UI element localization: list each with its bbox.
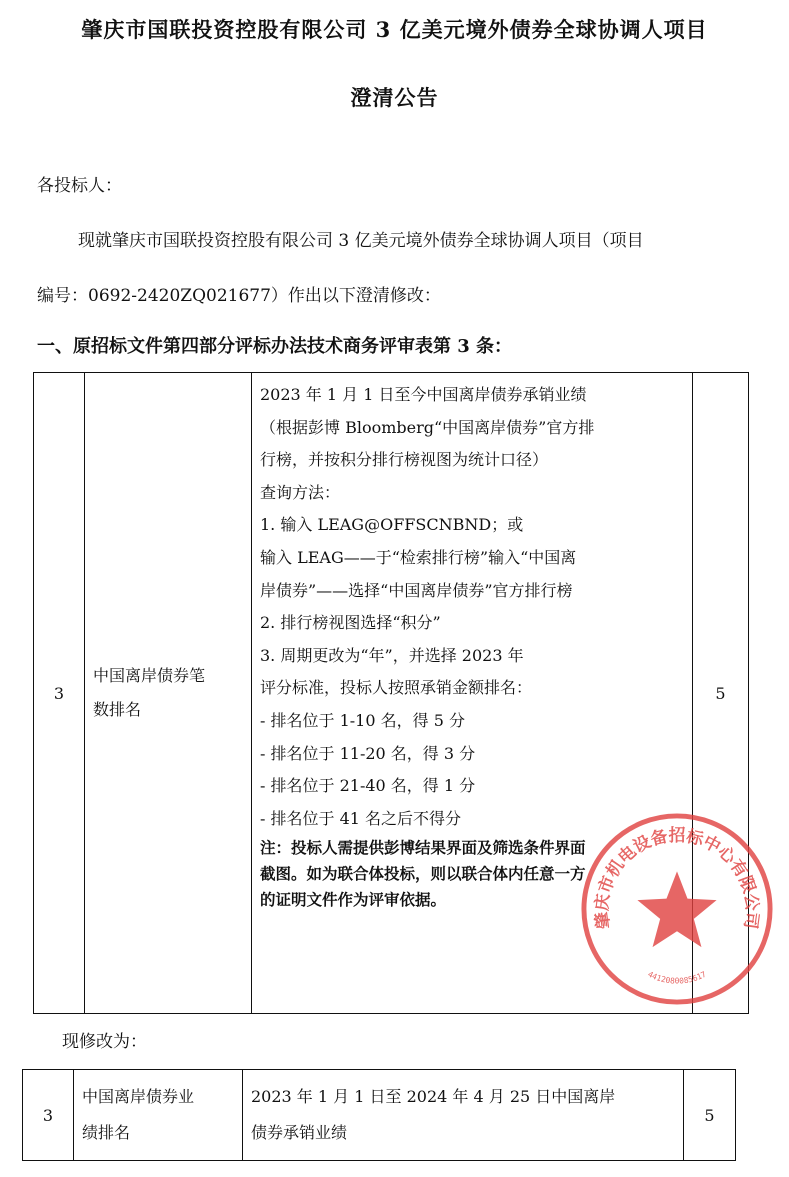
criterion-name bbox=[74, 1070, 243, 1161]
salutation: 各投标人： bbox=[37, 176, 122, 196]
description-line: 岸债券”——选择“中国离岸债券”官方排行榜 bbox=[260, 580, 573, 600]
description-line: 1. 输入 LEAG@OFFSCNBND；或 bbox=[260, 515, 524, 535]
description-line: 行榜，并按积分排行榜视图为统计口径） bbox=[260, 450, 549, 470]
score-cell: 5 bbox=[693, 373, 749, 1014]
description-line: - 排名位于 1-10 名，得 5 分 bbox=[260, 710, 465, 730]
intro-line-2: 编号：0692-2420ZQ021677）作出以下澄清修改： bbox=[37, 286, 441, 306]
amended-heading: 现修改为： bbox=[62, 1032, 147, 1052]
description-line: - 排名位于 41 名之后不得分 bbox=[260, 808, 462, 828]
description-line: 输入 LEAG——于“检索排行榜”输入“中国离 bbox=[260, 547, 577, 567]
criterion-description bbox=[252, 373, 693, 1014]
description-line: 3. 周期更改为“年”，并选择 2023 年 bbox=[260, 645, 524, 665]
seal-code: 4412080085617 bbox=[646, 969, 708, 986]
description-line: 2023 年 1 月 1 日至今中国离岸债券承销业绩 bbox=[260, 385, 587, 404]
criterion-description bbox=[243, 1070, 684, 1161]
description-line: 评分标准，投标人按照承销金额排名： bbox=[260, 678, 533, 698]
description-line: - 排名位于 11-20 名，得 3 分 bbox=[260, 743, 476, 763]
document-title: 肇庆市国联投资控股有限公司 3 亿美元境外债券全球协调人项目 bbox=[81, 17, 708, 42]
criterion-name-line-1: 中国离岸债券业 bbox=[82, 1087, 195, 1106]
description-line: 债券承销业绩 bbox=[251, 1123, 348, 1142]
table-row bbox=[34, 373, 749, 1014]
row-number: 3 bbox=[23, 1070, 74, 1161]
intro-line-1: 现就肇庆市国联投资控股有限公司 3 亿美元境外债券全球协调人项目（项目 bbox=[78, 231, 644, 251]
note-line: 截图。如为联合体投标，则以联合体内任意一方 bbox=[260, 864, 586, 884]
table-row bbox=[23, 1070, 736, 1161]
description-line: （根据彭博 Bloomberg“中国离岸债券”官方排 bbox=[260, 417, 595, 437]
seal-text: 肇庆市机电设备招标中心有限公司 bbox=[591, 825, 763, 931]
description-line: 查询方法： bbox=[260, 482, 341, 502]
amended-criteria-table bbox=[22, 1069, 736, 1161]
description-line: 2. 排行榜视图选择“积分” bbox=[260, 613, 441, 633]
score-cell: 5 bbox=[684, 1070, 736, 1161]
criterion-name bbox=[85, 373, 252, 1014]
note-line: 注：投标人需提供彭博结果界面及筛选条件界面 bbox=[260, 838, 586, 858]
description-line: 2023 年 1 月 1 日至 2024 年 4 月 25 日中国离岸 bbox=[251, 1087, 616, 1106]
note-line: 的证明文件作为评审依据。 bbox=[260, 890, 447, 910]
criterion-name-line-1: 中国离岸债券笔 bbox=[93, 666, 206, 685]
document-subtitle: 澄清公告 bbox=[350, 85, 439, 110]
original-criteria-table bbox=[33, 372, 749, 1014]
section-heading: 一、原招标文件第四部分评标办法技术商务评审表第 3 条： bbox=[37, 336, 513, 357]
row-number: 3 bbox=[34, 373, 85, 1014]
criterion-name-line-2: 绩排名 bbox=[82, 1123, 131, 1142]
description-line: - 排名位于 21-40 名，得 1 分 bbox=[260, 776, 476, 796]
criterion-name-line-2: 数排名 bbox=[93, 700, 142, 719]
